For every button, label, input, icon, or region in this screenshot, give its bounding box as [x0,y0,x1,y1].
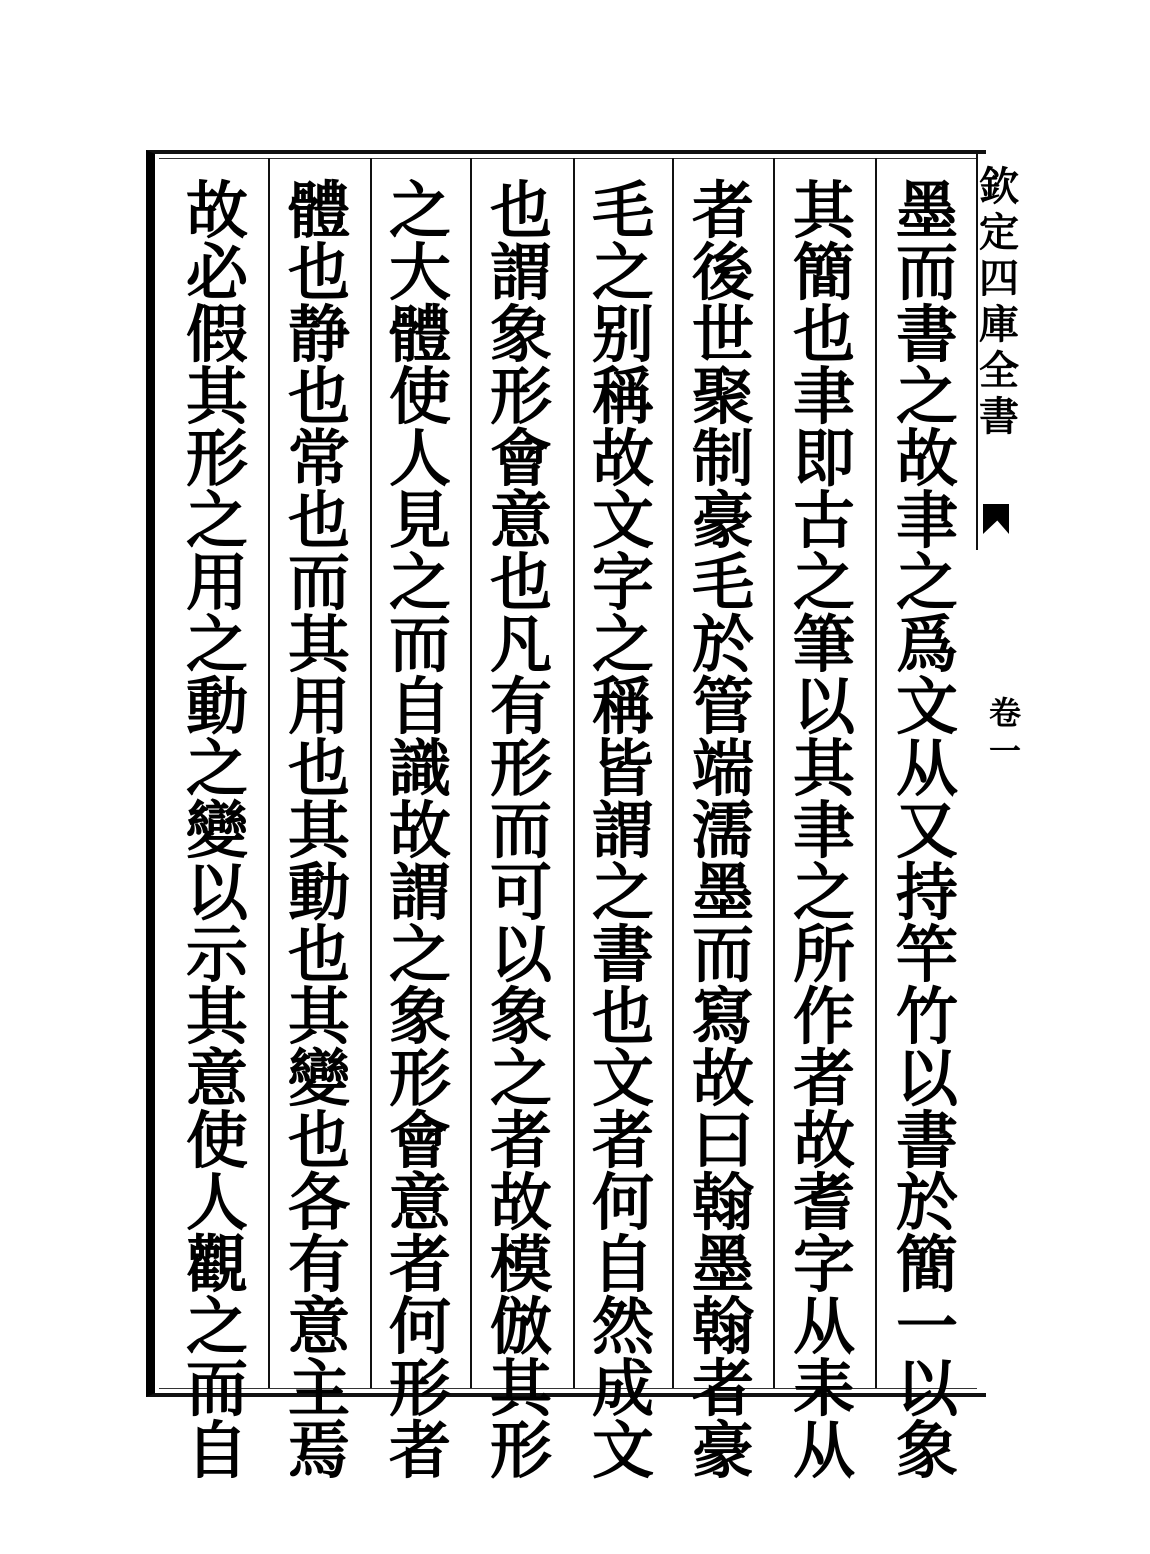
text-column-8 [167,160,267,1487]
glyph: 意 [287,1290,350,1363]
glyph: 變 [185,794,248,867]
glyph: 一 [895,1290,958,1363]
glyph: 有 [489,670,552,743]
glyph: 也 [287,484,350,557]
glyph: 用 [287,670,350,743]
text-column-2 [774,160,874,1487]
glyph: 耆 [792,1166,855,1239]
glyph: 之 [792,856,855,929]
text-column-1 [877,160,977,1487]
glyph: 其 [792,732,855,805]
glyph: 一 [988,732,1021,771]
glyph: 故 [895,422,958,495]
glyph: 之 [185,1290,248,1363]
glyph: 之 [185,732,248,805]
glyph: 故 [691,1042,754,1115]
glyph: 故 [591,422,654,495]
glyph: 从 [792,1290,855,1363]
glyph: 謂 [591,794,654,867]
glyph: 其 [287,608,350,681]
glyph: 以 [895,1042,958,1115]
glyph: 耒 [792,1352,855,1425]
glyph: 各 [287,1166,350,1239]
glyph: 倣 [489,1290,552,1363]
glyph: 人 [388,422,451,495]
glyph: 書 [895,1104,958,1177]
glyph: 而 [489,794,552,867]
glyph: 象 [895,1414,958,1487]
glyph: 模 [489,1228,552,1301]
glyph: 之 [185,484,248,557]
glyph: 其 [185,980,248,1053]
glyph: 者 [388,1414,451,1487]
glyph: 之 [388,174,451,247]
glyph: 之 [185,608,248,681]
glyph: 筆 [792,608,855,681]
glyph: 端 [691,732,754,805]
glyph: 聿 [792,360,855,433]
glyph: 之 [388,546,451,619]
glyph: 形 [489,732,552,805]
glyph: 意 [489,484,552,557]
glyph: 故 [489,1166,552,1239]
text-column-5 [471,160,571,1487]
glyph: 四 [979,255,1019,302]
glyph: 然 [591,1290,654,1363]
glyph: 从 [895,732,958,805]
glyph: 文 [895,670,958,743]
glyph: 之 [895,360,958,433]
margin-juan-label [988,694,1022,771]
glyph: 自 [185,1414,248,1487]
margin-book-title [979,163,1019,440]
glyph: 自 [388,670,451,743]
glyph: 之 [591,236,654,309]
glyph: 觀 [185,1228,248,1301]
glyph: 其 [185,360,248,433]
glyph: 也 [792,298,855,371]
glyph: 豪 [691,484,754,557]
glyph: 焉 [287,1414,350,1487]
glyph: 會 [489,422,552,495]
glyph: 謂 [489,236,552,309]
glyph: 者 [691,1352,754,1425]
glyph: 之 [792,546,855,619]
glyph: 動 [185,670,248,743]
glyph: 於 [691,608,754,681]
glyph: 濡 [691,794,754,867]
glyph: 者 [792,1042,855,1115]
glyph: 之 [895,546,958,619]
glyph: 以 [185,856,248,929]
glyph: 書 [979,393,1019,440]
glyph: 也 [287,1104,350,1177]
glyph: 書 [591,918,654,991]
glyph: 書 [895,298,958,371]
glyph: 故 [185,174,248,247]
glyph: 之 [591,608,654,681]
glyph: 而 [287,546,350,619]
glyph: 其 [287,980,350,1053]
glyph: 主 [287,1352,350,1425]
glyph: 見 [388,484,451,557]
glyph: 假 [185,298,248,371]
glyph: 文 [591,1042,654,1115]
glyph: 爲 [895,608,958,681]
glyph: 翰 [691,1290,754,1363]
glyph: 墨 [691,856,754,929]
glyph: 之 [489,1042,552,1115]
glyph: 後 [691,236,754,309]
glyph: 以 [489,918,552,991]
text-column-3 [673,160,773,1487]
glyph: 其 [489,1352,552,1425]
glyph: 以 [895,1352,958,1425]
glyph: 皆 [591,732,654,805]
glyph: 又 [895,794,958,867]
glyph: 竹 [895,980,958,1053]
glyph: 會 [388,1104,451,1177]
glyph: 形 [185,422,248,495]
glyph: 自 [591,1228,654,1301]
glyph: 成 [591,1352,654,1425]
glyph: 可 [489,856,552,929]
glyph: 人 [185,1166,248,1239]
glyph: 示 [185,918,248,991]
glyph: 者 [691,174,754,247]
glyph: 者 [388,1228,451,1301]
glyph: 於 [895,1166,958,1239]
glyph: 謂 [388,856,451,929]
glyph: 所 [792,918,855,991]
glyph: 大 [388,236,451,309]
glyph: 何 [388,1290,451,1363]
glyph: 簡 [792,236,855,309]
glyph: 庫 [979,301,1019,348]
glyph: 而 [388,608,451,681]
glyph: 變 [287,1042,350,1115]
glyph: 形 [388,1042,451,1115]
glyph: 體 [287,174,350,247]
glyph: 竿 [895,918,958,991]
glyph: 从 [792,1414,855,1487]
glyph: 世 [691,298,754,371]
glyph: 形 [388,1352,451,1425]
glyph: 體 [388,298,451,371]
glyph: 必 [185,236,248,309]
glyph: 翰 [691,1166,754,1239]
glyph: 常 [287,422,350,495]
glyph: 稱 [591,360,654,433]
glyph: 字 [591,546,654,619]
glyph: 毛 [591,174,654,247]
glyph: 文 [591,484,654,557]
glyph: 全 [979,347,1019,394]
glyph: 文 [591,1414,654,1487]
glyph: 使 [185,1104,248,1177]
glyph: 形 [489,360,552,433]
text-column-4 [573,160,673,1487]
glyph: 毛 [691,546,754,619]
glyph: 稱 [591,670,654,743]
glyph: 有 [287,1228,350,1301]
text-column-6 [370,160,470,1487]
glyph: 管 [691,670,754,743]
glyph: 簡 [895,1228,958,1301]
glyph: 者 [489,1104,552,1177]
glyph: 豪 [691,1414,754,1487]
glyph: 故 [792,1104,855,1177]
glyph: 意 [185,1042,248,1115]
glyph: 聚 [691,360,754,433]
glyph: 之 [388,918,451,991]
glyph: 持 [895,856,958,929]
glyph: 即 [792,422,855,495]
glyph: 凡 [489,608,552,681]
glyph: 使 [388,360,451,433]
glyph: 欽 [979,163,1019,210]
glyph: 墨 [691,1228,754,1301]
glyph: 寫 [691,980,754,1053]
glyph: 用 [185,546,248,619]
glyph: 形 [489,1414,552,1487]
glyph: 墨 [895,174,958,247]
glyph: 象 [388,980,451,1053]
glyph: 象 [489,298,552,371]
glyph: 以 [792,670,855,743]
glyph: 曰 [691,1104,754,1177]
glyph: 者 [591,1104,654,1177]
glyph: 也 [489,174,552,247]
text-column-7 [269,160,369,1487]
glyph: 也 [287,360,350,433]
glyph: 其 [287,794,350,867]
glyph: 其 [792,174,855,247]
glyph: 也 [591,980,654,1053]
glyph: 制 [691,422,754,495]
glyph: 而 [691,918,754,991]
glyph: 字 [792,1228,855,1301]
glyph: 也 [287,732,350,805]
glyph: 别 [591,298,654,371]
glyph: 古 [792,484,855,557]
glyph: 静 [287,298,350,371]
glyph: 作 [792,980,855,1053]
glyph: 也 [287,236,350,309]
glyph: 之 [591,856,654,929]
glyph: 象 [489,980,552,1053]
glyph: 而 [185,1352,248,1425]
glyph: 聿 [792,794,855,867]
glyph: 定 [979,209,1019,256]
glyph: 也 [287,918,350,991]
glyph: 而 [895,236,958,309]
glyph: 何 [591,1166,654,1239]
glyph: 故 [388,794,451,867]
glyph: 也 [489,546,552,619]
glyph: 聿 [895,484,958,557]
glyph: 意 [388,1166,451,1239]
glyph: 動 [287,856,350,929]
glyph: 識 [388,732,451,805]
glyph: 卷 [988,694,1021,732]
